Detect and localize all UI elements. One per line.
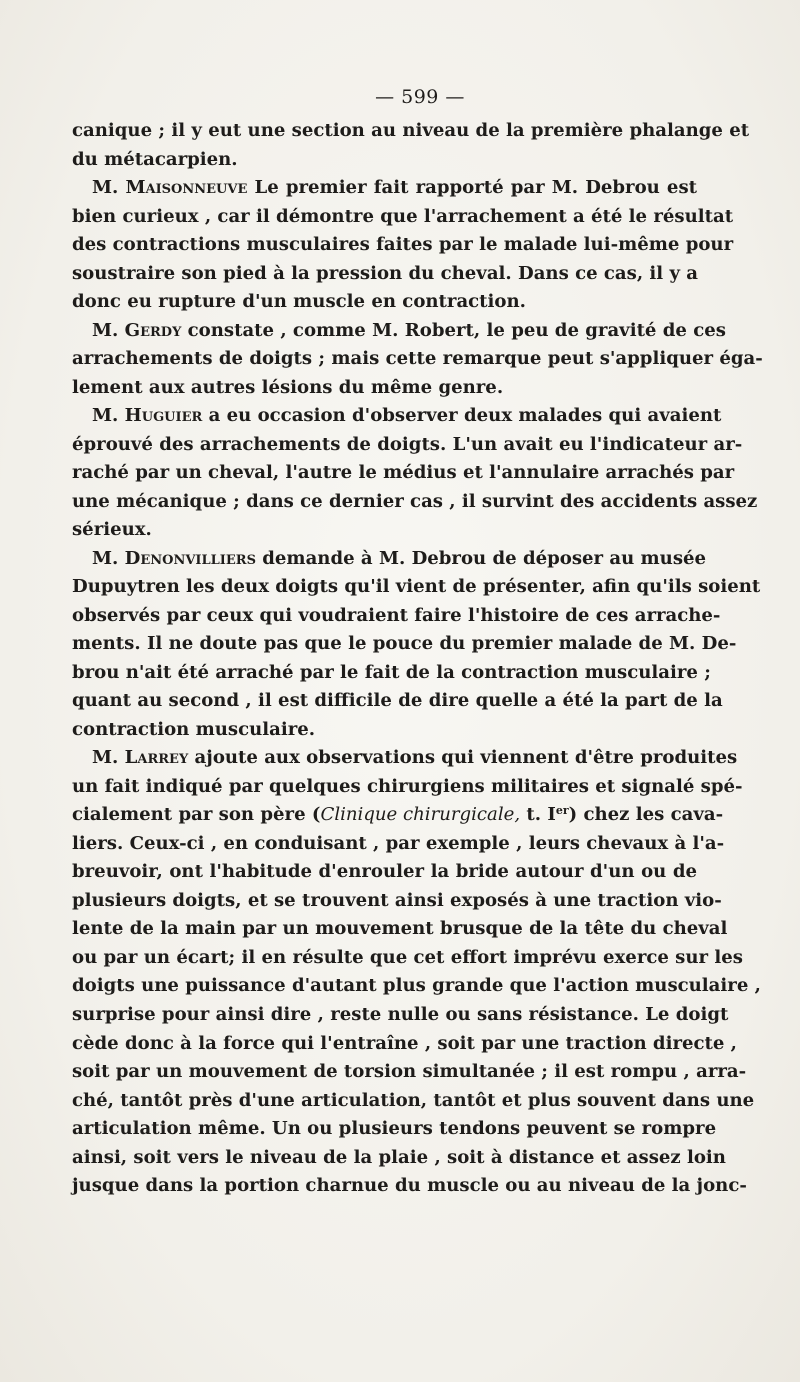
speech-text: a eu occasion d'observer deux malades qui avaient <box>202 405 722 427</box>
speech-text: Le premier fait rapporté par M. Debrou est <box>247 177 697 199</box>
text-segment: ) chez les cava- <box>568 804 724 826</box>
speaker-prefix: M. <box>92 747 125 769</box>
speaker-name: Larrey <box>124 747 189 769</box>
text-line: doigts une puissance d'autant plus grande que l'action musculaire , <box>72 975 761 997</box>
text-line: une mécanique ; dans ce dernier cas , il survint des accidents assez <box>72 490 758 512</box>
page-number: — 599 — <box>375 86 465 108</box>
speaker-name: Denonvilliers <box>124 547 256 569</box>
body-text <box>72 117 763 1201</box>
text-line: donc eu rupture d'un muscle en contraction. <box>72 291 526 313</box>
speaker-name: Maisonneuve <box>125 177 248 199</box>
text-line: sérieux. <box>72 519 152 541</box>
speaker-name: Huguier <box>124 405 203 427</box>
text-line: soustraire son pied à la pression du cheval. Dans ce cas, il y a <box>72 262 699 284</box>
text-line: surprise pour ainsi dire , reste nulle ou sans résistance. Le doigt <box>72 1003 729 1025</box>
text-line <box>72 402 722 431</box>
text-line: Dupuytren les deux doigts qu'il vient de présenter, afin qu'ils soient <box>72 576 761 598</box>
text-line: ments. Il ne doute pas que le pouce du premier malade de M. De- <box>72 633 737 655</box>
text-line <box>72 545 707 574</box>
text-line: du métacarpien. <box>72 148 238 170</box>
speaker-name: Gerdy <box>124 319 182 341</box>
text-line: plusieurs doigts, et se trouvent ainsi exposés à une traction vio- <box>72 889 722 911</box>
text-line: lente de la main par un mouvement brusque de la tête du cheval <box>72 918 728 940</box>
speaker-prefix: M. <box>92 547 125 569</box>
text-line: breuvoir, ont l'habitude d'enrouler la bride autour d'un ou de <box>72 861 697 883</box>
text-line: un fait indiqué par quelques chirurgiens militaires et signalé spé- <box>72 775 743 797</box>
text-line: articulation même. Un ou plusieurs tendons peuvent se rompre <box>72 1118 717 1140</box>
text-segment: t. I <box>520 804 556 826</box>
book-title: Clinique chirurgicale, <box>320 804 521 826</box>
text-line: brou n'ait été arraché par le fait de la contraction musculaire ; <box>72 661 711 683</box>
speaker-prefix: M. <box>92 405 125 427</box>
text-line: liers. Ceux-ci , en conduisant , par exemple , leurs chevaux à l'a- <box>72 832 725 854</box>
text-line: observés par ceux qui voudraient faire l'histoire de ces arrache- <box>72 604 721 626</box>
text-line <box>72 317 726 346</box>
speech-text: constate , comme M. Robert, le peu de gravité de ces <box>181 319 726 341</box>
text-line: soit par un mouvement de torsion simultanée ; il est rompu , arra- <box>72 1061 747 1083</box>
text-line <box>72 174 697 203</box>
text-line <box>72 801 724 830</box>
text-line: cède donc à la force qui l'entraîne , soit par une traction directe , <box>72 1032 737 1054</box>
text-line: ché, tantôt près d'une articulation, tantôt et plus souvent dans une <box>72 1089 755 1111</box>
text-line: contraction musculaire. <box>72 718 316 740</box>
speech-text: demande à M. Debrou de déposer au musée <box>255 547 707 569</box>
text-line: éprouvé des arrachements de doigts. L'un avait eu l'indicateur ar- <box>72 433 743 455</box>
speaker-prefix: M. <box>92 319 125 341</box>
text-line: raché par un cheval, l'autre le médius et l'annulaire arrachés par <box>72 462 735 484</box>
text-segment: cialement par son père ( <box>72 804 321 826</box>
superscript: er <box>555 804 569 818</box>
text-line: quant au second , il est difficile de dire quelle a été la part de la <box>72 690 723 712</box>
text-line: lement aux autres lésions du même genre. <box>72 376 504 398</box>
text-line: ainsi, soit vers le niveau de la plaie , soit à distance et assez loin <box>72 1146 726 1168</box>
text-line: jusque dans la portion charnue du muscle ou au niveau de la jonc- <box>72 1175 747 1197</box>
speech-text: ajoute aux observations qui viennent d'être produites <box>188 747 738 769</box>
text-line: des contractions musculaires faites par le malade lui-même pour <box>72 234 734 256</box>
speaker-prefix: M. <box>92 177 126 199</box>
text-line: canique ; il y eut une section au niveau de la première phalange et <box>72 120 750 141</box>
text-line: bien curieux , car il démontre que l'arrachement a été le résultat <box>72 205 734 227</box>
text-line: ou par un écart; il en résulte que cet effort imprévu exerce sur les <box>72 946 743 968</box>
text-line <box>72 744 738 773</box>
text-line: arrachements de doigts ; mais cette remarque peut s'appliquer éga- <box>72 348 763 370</box>
